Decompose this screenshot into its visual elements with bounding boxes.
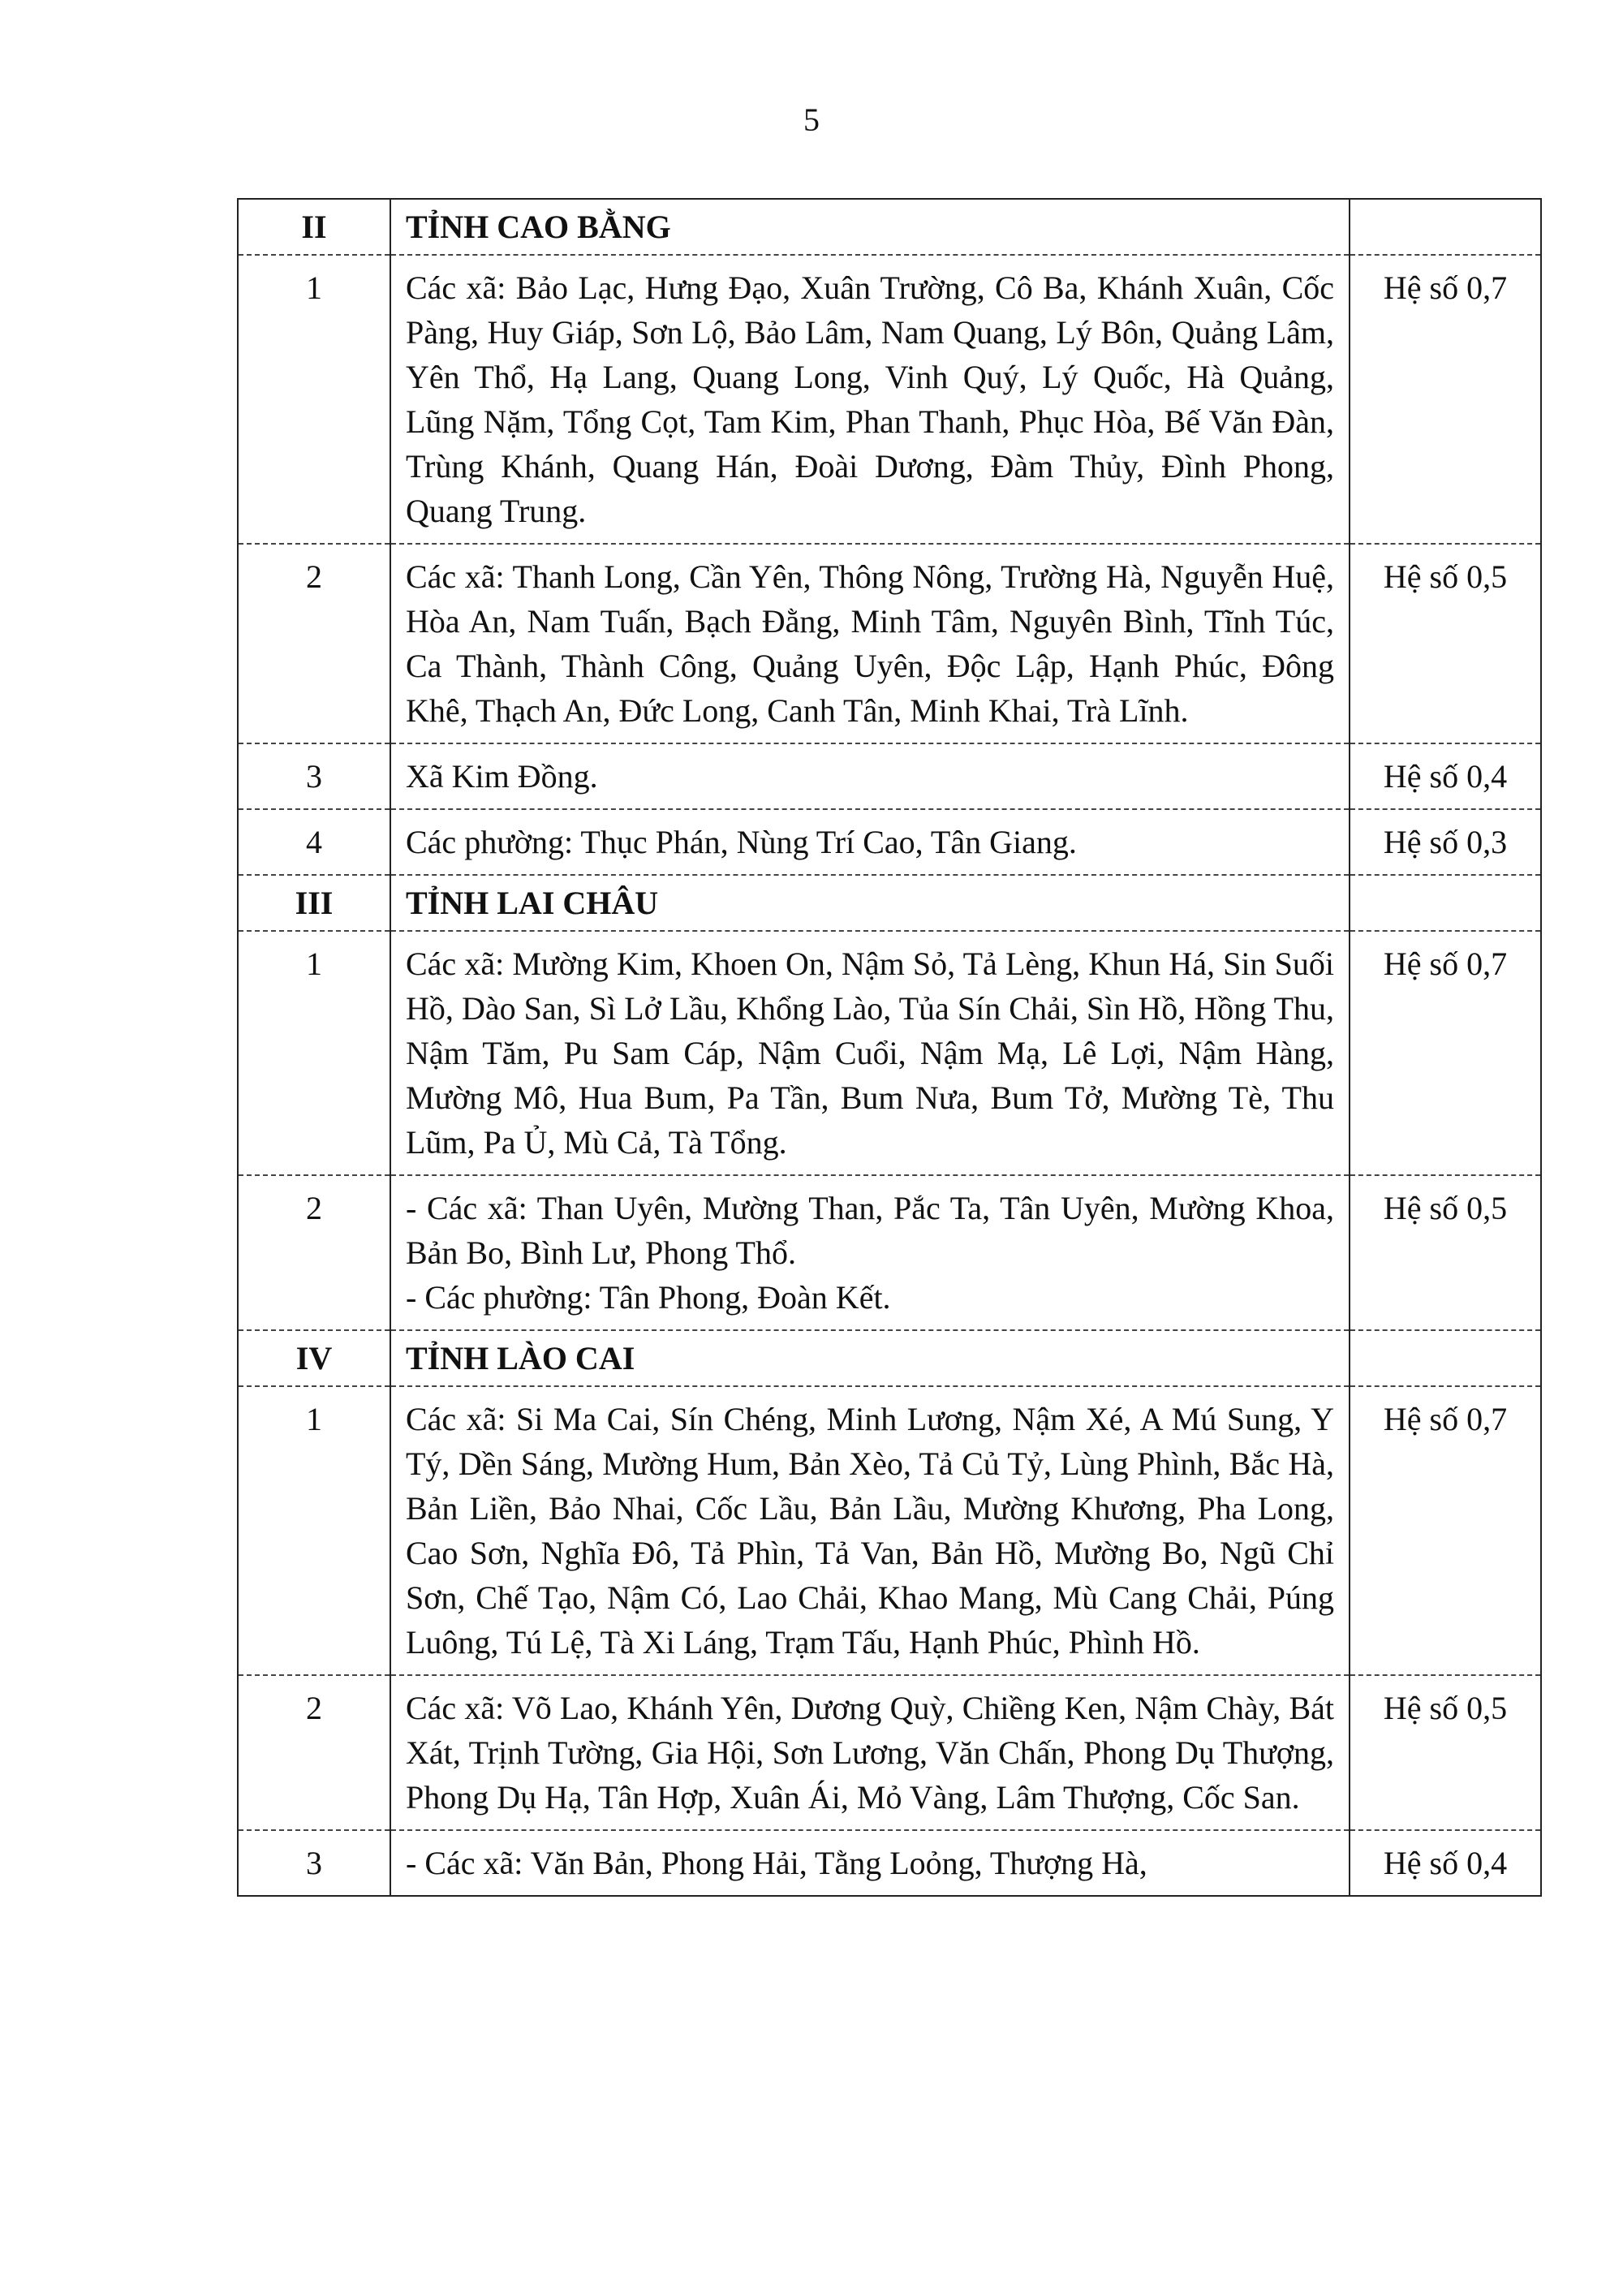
row-number: II xyxy=(238,199,390,255)
commune-list xyxy=(390,931,1350,1175)
row-number: 2 xyxy=(238,1675,390,1830)
commune-list xyxy=(390,1675,1350,1830)
row-number: 1 xyxy=(238,255,390,544)
coefficient: Hệ số 0,7 xyxy=(1350,255,1541,544)
coefficient xyxy=(1350,1330,1541,1386)
table-row xyxy=(238,1675,1541,1830)
section-row xyxy=(238,875,1541,931)
section-row xyxy=(238,199,1541,255)
commune-paragraph: Xã Kim Đồng. xyxy=(406,758,598,795)
commune-paragraph: - Các phường: Tân Phong, Đoàn Kết. xyxy=(406,1279,891,1316)
section-row xyxy=(238,1330,1541,1386)
table-row xyxy=(238,743,1541,809)
commune-list xyxy=(390,544,1350,743)
commune-list xyxy=(390,1386,1350,1675)
commune-list xyxy=(390,255,1350,544)
row-number: III xyxy=(238,875,390,931)
coefficient xyxy=(1350,199,1541,255)
table-row xyxy=(238,809,1541,875)
coefficient: Hệ số 0,5 xyxy=(1350,1175,1541,1330)
commune-paragraph: Các phường: Thục Phán, Nùng Trí Cao, Tân Giang. xyxy=(406,824,1077,860)
commune-paragraph: Các xã: Thanh Long, Cần Yên, Thông Nông, Trường Hà, Nguyễn Huệ, Hòa An, Nam Tuấn, Bạch Đằng, Minh Tâm, Nguyên Bình, Tĩnh Túc, Ca Thành, Thành Công, Quảng Uyên, Độc Lập, Hạnh Phúc, Đông Khê, Thạch An, Đức Long, Canh Tân, Minh Khai, Trà Lĩnh. xyxy=(406,558,1334,729)
commune-list xyxy=(390,1830,1350,1896)
coefficient: Hệ số 0,3 xyxy=(1350,809,1541,875)
commune-list xyxy=(390,743,1350,809)
coefficient: Hệ số 0,4 xyxy=(1350,1830,1541,1896)
commune-paragraph: Các xã: Võ Lao, Khánh Yên, Dương Quỳ, Chiềng Ken, Nậm Chày, Bát Xát, Trịnh Tường, Gia Hội, Sơn Lương, Văn Chấn, Phong Dụ Thượng, Phong Dụ Hạ, Tân Hợp, Xuân Ái, Mỏ Vàng, Lâm Thượng, Cốc San. xyxy=(406,1690,1334,1816)
commune-paragraph: - Các xã: Than Uyên, Mường Than, Pắc Ta, Tân Uyên, Mường Khoa, Bản Bo, Bình Lư, Phong Thổ. xyxy=(406,1190,1334,1271)
province-name: TỈNH LAI CHÂU xyxy=(390,875,1350,931)
row-number: 3 xyxy=(238,1830,390,1896)
row-number: 1 xyxy=(238,931,390,1175)
table-row xyxy=(238,931,1541,1175)
coefficient: Hệ số 0,5 xyxy=(1350,544,1541,743)
coefficient xyxy=(1350,875,1541,931)
coefficient-table xyxy=(237,198,1542,1897)
commune-paragraph: Các xã: Mường Kim, Khoen On, Nậm Sỏ, Tả Lèng, Khun Há, Sin Suối Hồ, Dào San, Sì Lở Lầu, Khổng Lào, Tủa Sín Chải, Sìn Hồ, Hồng Thu, Nậm Tăm, Pu Sam Cáp, Nậm Cuổi, Nậm Mạ, Lê Lợi, Nậm Hàng, Mường Mô, Hua Bum, Pa Tần, Bum Nưa, Bum Tở, Mường Tè, Thu Lũm, Pa Ủ, Mù Cả, Tà Tổng. xyxy=(406,946,1334,1161)
row-number: 3 xyxy=(238,743,390,809)
row-number: 1 xyxy=(238,1386,390,1675)
table-row xyxy=(238,1830,1541,1896)
row-number: 2 xyxy=(238,1175,390,1330)
row-number: 2 xyxy=(238,544,390,743)
coefficient: Hệ số 0,7 xyxy=(1350,1386,1541,1675)
page-number: 5 xyxy=(803,101,820,138)
row-number: 4 xyxy=(238,809,390,875)
province-name: TỈNH CAO BẰNG xyxy=(390,199,1350,255)
table-row xyxy=(238,1386,1541,1675)
commune-list xyxy=(390,809,1350,875)
row-number: IV xyxy=(238,1330,390,1386)
commune-paragraph: Các xã: Bảo Lạc, Hưng Đạo, Xuân Trường, Cô Ba, Khánh Xuân, Cốc Pàng, Huy Giáp, Sơn Lộ, Bảo Lâm, Nam Quang, Lý Bôn, Quảng Lâm, Yên Thổ, Hạ Lang, Quang Long, Vinh Quý, Lý Quốc, Hà Quảng, Lũng Nặm, Tổng Cọt, Tam Kim, Phan Thanh, Phục Hòa, Bế Văn Đàn, Trùng Khánh, Quang Hán, Đoài Dương, Đàm Thủy, Đình Phong, Quang Trung. xyxy=(406,269,1334,529)
table-row xyxy=(238,1175,1541,1330)
province-name: TỈNH LÀO CAI xyxy=(390,1330,1350,1386)
table-row xyxy=(238,255,1541,544)
table-row xyxy=(238,544,1541,743)
table-body xyxy=(238,199,1541,1896)
commune-paragraph: - Các xã: Văn Bản, Phong Hải, Tằng Loỏng, Thượng Hà, xyxy=(406,1845,1147,1881)
coefficient: Hệ số 0,7 xyxy=(1350,931,1541,1175)
commune-paragraph: Các xã: Si Ma Cai, Sín Chéng, Minh Lương, Nậm Xé, A Mú Sung, Y Tý, Dền Sáng, Mường Hum, Bản Xèo, Tả Củ Tỷ, Lùng Phình, Bắc Hà, Bản Liền, Bảo Nhai, Cốc Lầu, Bản Lầu, Mường Khương, Pha Long, Cao Sơn, Nghĩa Đô, Tả Phìn, Tả Van, Bản Hồ, Mường Bo, Ngũ Chỉ Sơn, Chế Tạo, Nậm Có, Lao Chải, Khao Mang, Mù Cang Chải, Púng Luông, Tú Lệ, Tà Xi Láng, Trạm Tấu, Hạnh Phúc, Phình Hồ. xyxy=(406,1401,1334,1661)
commune-list xyxy=(390,1175,1350,1330)
coefficient: Hệ số 0,4 xyxy=(1350,743,1541,809)
coefficient: Hệ số 0,5 xyxy=(1350,1675,1541,1830)
